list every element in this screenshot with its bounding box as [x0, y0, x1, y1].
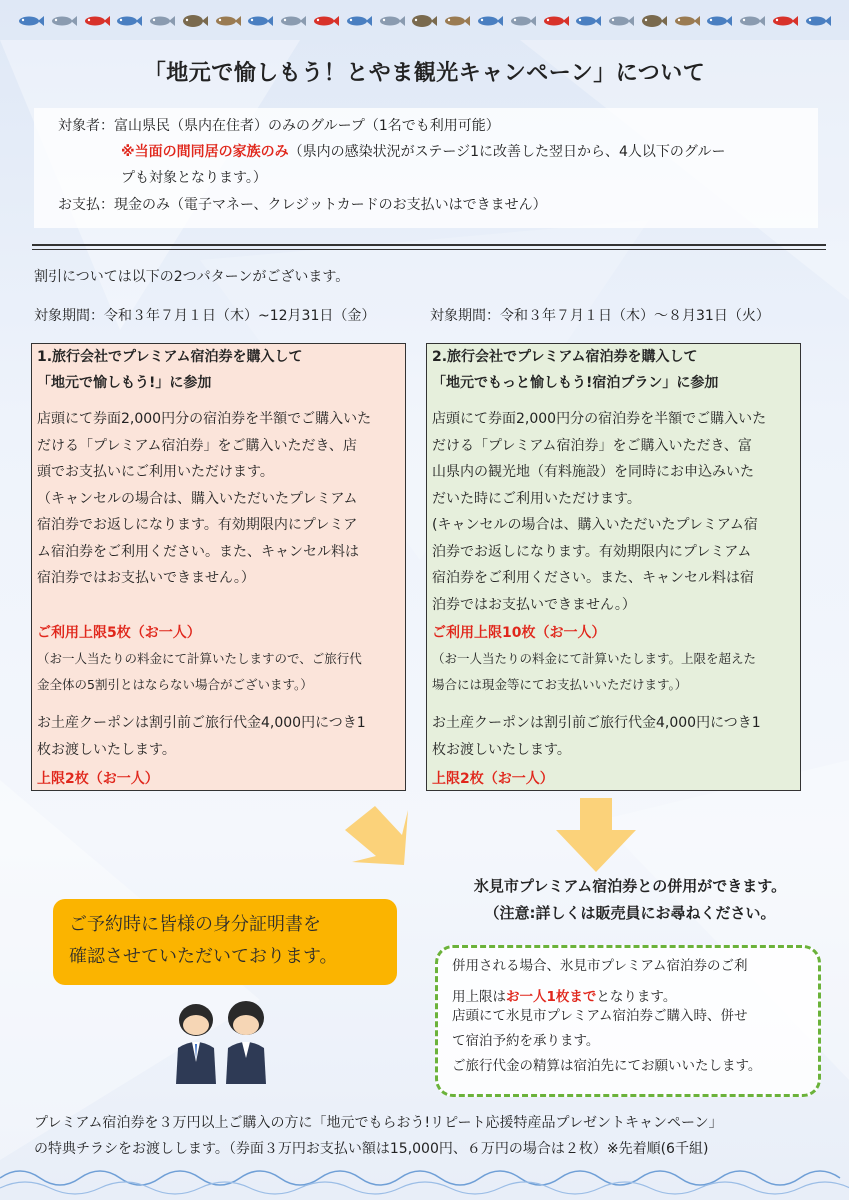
fish-blue-icon: [805, 14, 831, 28]
pattern-2-box: [426, 343, 801, 791]
fish-blue-icon: [706, 14, 732, 28]
page-title: 「地元で愉しもう！とやま観光キャンペーン」について: [143, 61, 706, 86]
bowing-staff-illustration: [168, 998, 274, 1084]
pattern-1-coupon-limit: 上限2枚（お一人）: [37, 771, 159, 787]
fish-blue-icon: [477, 14, 503, 28]
fish-blue-icon: [346, 14, 372, 28]
pattern-1-subheading: 「地元で愉しもう!」に参加: [37, 375, 212, 391]
pattern-1-box: [31, 343, 406, 791]
fish-blue-icon: [575, 14, 601, 28]
fish-silver-icon: [739, 14, 765, 28]
pattern-2-subheading: 「地元でもっと愉しもう!宿泊プラン」に参加: [432, 375, 719, 391]
fish-silver-icon: [510, 14, 536, 28]
payment-label: お支払：: [58, 197, 114, 213]
pattern-2-limit-note: （お一人当たりの料金にて計算いたします。上限を超えた 場合には現金等にてお支払いいただけます。）: [432, 651, 757, 692]
fish-red-icon: [84, 14, 110, 28]
fish-flat-icon: [182, 14, 208, 28]
fish-red-icon: [543, 14, 569, 28]
fish-blue-icon: [247, 14, 273, 28]
himi-combination-note: 氷見市プレミアム宿泊券との併用ができます。: [473, 877, 787, 895]
intro-text: 割引については以下の2つパターンがございます。: [34, 269, 350, 285]
divider-line-thin: [32, 249, 826, 250]
pattern-1-limit-note: （お一人当たりの料金にて計算いたしますので、ご旅行代 金全体の5割引とはならない場合がございます。）: [37, 651, 362, 692]
payment-text: 現金のみ（電子マネー、クレジットカードのお支払いはできません）: [114, 197, 547, 213]
fish-red-icon: [313, 14, 339, 28]
period-left: 対象期間：令和３年７月１日（木）~12月31日（金）: [34, 308, 376, 324]
fish-silver-icon: [51, 14, 77, 28]
pattern-1-description: 店頭にて券面2,000円分の宿泊券を半額でご購入いた だける「プレミアム宿泊券」をご購入いただき、店 頭でお支払いにご利用いただけます。 （キャンセルの場合は、購入いただいたプレミアム 宿泊券でお返しになります。有効期限内にプレミア ム宿泊券をご利用ください。また、キャンセル料は 宿泊券ではお支払いできません。）: [37, 411, 372, 586]
wave-decoration: [0, 1158, 849, 1200]
pattern-1-coupon: お土産クーポンは割引前ご旅行代金4,000円につき1 枚お渡しいたします。: [37, 715, 366, 758]
target-label: 対象者：: [58, 118, 114, 134]
divider-line: [32, 244, 826, 246]
fish-silver-icon: [608, 14, 634, 28]
fish-brown-icon: [215, 14, 241, 28]
himi-box-line-1: 併用される場合、氷見市プレミアム宿泊券のご利: [452, 958, 748, 974]
target-text: 富山県民（県内在住者）のみのグループ（1名でも利用可能）: [114, 118, 500, 134]
himi-box-line-2: 用上限はお一人1枚までとなります。: [452, 989, 677, 1005]
fish-blue-icon: [18, 14, 44, 28]
pattern-2-heading: 2.旅行会社でプレミアム宿泊券を購入して: [432, 349, 698, 365]
footer-line-2: の特典チラシをお渡しします。（券面３万円お支払い額は15,000円、６万円の場合は２枚）※先着順(6千組): [34, 1141, 709, 1157]
fish-brown-icon: [444, 14, 470, 28]
stage-note: （県内の感染状況がステージ1に改善した翌日から、4人以下のグルー: [288, 144, 726, 160]
fish-silver-icon: [379, 14, 405, 28]
pattern-1-limit: ご利用上限5枚（お一人）: [37, 625, 201, 641]
id-verification-notice: ご予約時に皆様の身分証明書を 確認させていただいております。: [53, 899, 397, 985]
footer-line-1: プレミアム宿泊券を３万円以上ご購入の方に「地元でもらおう!リピート応援特産品プレゼントキャンペーン」: [34, 1115, 723, 1131]
himi-box-line-5: ご旅行代金の精算は宿泊先にてお願いいたします。: [452, 1058, 762, 1074]
pattern-2-coupon: お土産クーポンは割引前ご旅行代金4,000円につき1 枚お渡しいたします。: [432, 715, 761, 758]
fish-silver-icon: [149, 14, 175, 28]
family-only-note: ※当面の間同居の家族のみ: [121, 144, 289, 160]
himi-box-line-4: て宿泊予約を承ります。: [452, 1033, 600, 1049]
himi-usage-box: [435, 945, 821, 1097]
pattern-2-coupon-limit: 上限2枚（お一人）: [432, 771, 554, 787]
fish-silver-icon: [280, 14, 306, 28]
himi-caution-note: （注意:詳しくは販売員にお尋ねください。: [484, 904, 776, 922]
pattern-1-heading: 1.旅行会社でプレミアム宿泊券を購入して: [37, 349, 303, 365]
fish-red-icon: [772, 14, 798, 28]
himi-box-line-3: 店頭にて氷見市プレミアム宿泊券ご購入時、併せ: [452, 1008, 748, 1024]
eligibility-panel: [34, 108, 818, 228]
stage-note-continued: プも対象となります。）: [121, 170, 267, 186]
pattern-2-description: 店頭にて券面2,000円分の宿泊券を半額でご購入いた だける「プレミアム宿泊券」をご購入いただき、富 山県内の観光地（有料施設）を同時にお申込みいた だいた時にご利用いただけます。 (キャンセルの場合は、購入いただいたプレミアム宿 泊券でお返しになります。有効期限内にプレミアム 宿泊券をご利用ください。また、キャンセル料は宿 泊券ではお支払いできません。）: [432, 411, 767, 613]
fish-border: [18, 10, 831, 32]
fish-flat-icon: [641, 14, 667, 28]
fish-flat-icon: [411, 14, 437, 28]
period-right: 対象期間：令和３年７月１日（木）～８月31日（火）: [430, 308, 770, 324]
fish-blue-icon: [116, 14, 142, 28]
fish-brown-icon: [674, 14, 700, 28]
pattern-2-limit: ご利用上限10枚（お一人）: [432, 625, 606, 641]
